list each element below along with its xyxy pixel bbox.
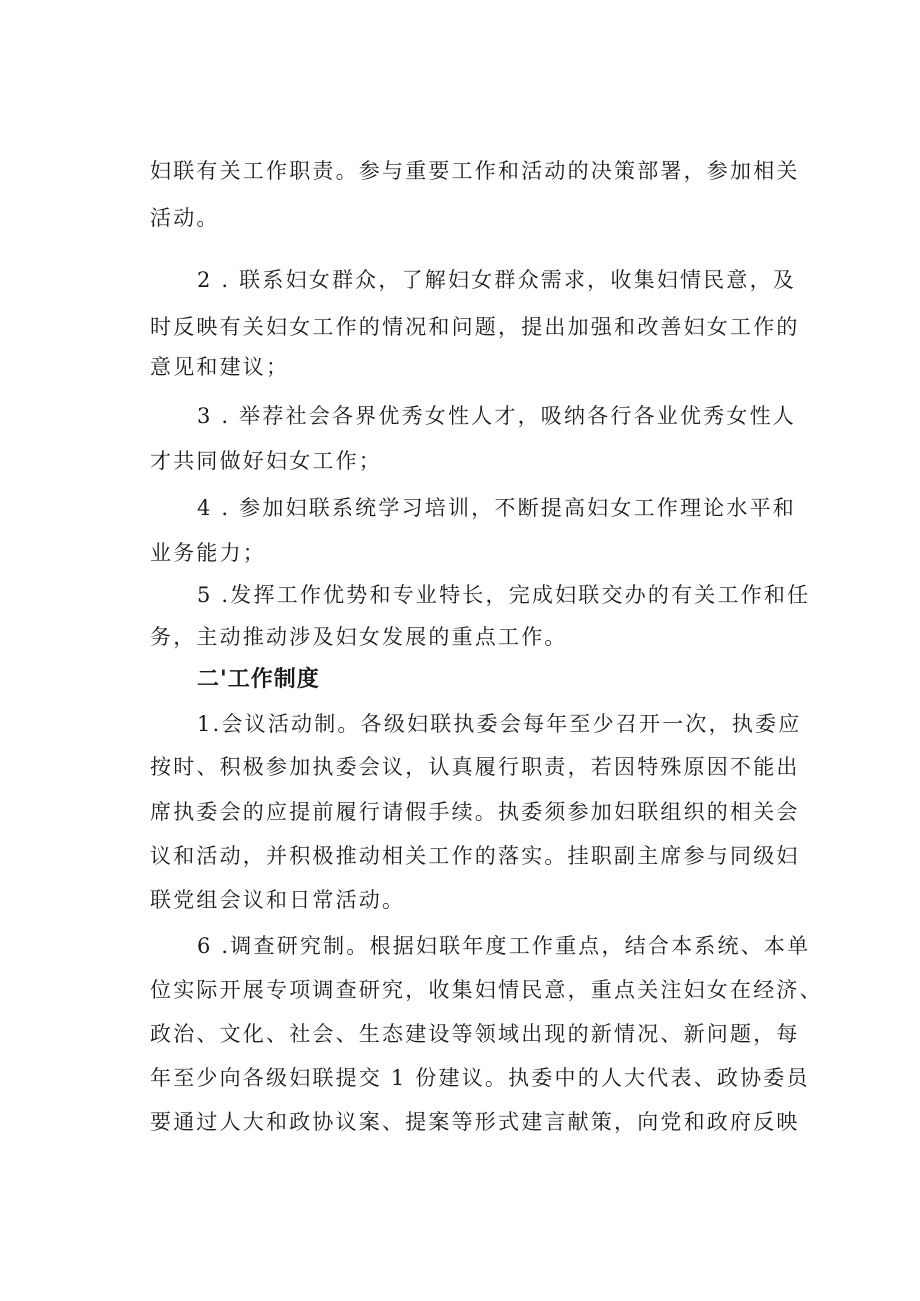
item-research-line: 6 .调查研究制。根据妇联年度工作重点，结合本系统、本单 — [197, 934, 811, 958]
text-line: 妇联有关工作职责。参与重要工作和活动的决策部署，参加相关 — [150, 159, 800, 183]
text-line: 才共同做好妇女工作； — [150, 449, 382, 473]
text-line: 按时、积极参加执委会议，认真履行职责，若因特殊原因不能出 — [150, 755, 800, 779]
section-heading: 二'工作制度 — [197, 667, 320, 692]
text-line: 时反映有关妇女工作的情况和问题，提出加强和改善妇女工作的 — [150, 315, 800, 339]
text-line: 年至少向各级妇联提交 1 份建议。执委中的人大代表、政协委员 — [150, 1066, 810, 1090]
text-line: 意见和建议； — [150, 355, 290, 379]
list-item-4-line: 4 . 参加妇联系统学习培训，不断提高妇女工作理论水平和 — [197, 496, 796, 520]
text-line: 议和活动，并积极推动相关工作的落实。挂职副主席参与同级妇 — [150, 844, 800, 868]
text-line: 务，主动推动涉及妇女发展的重点工作。 — [150, 625, 568, 649]
list-item-3-line: 3 . 举荐社会各界优秀女性人才，吸纳各行各业优秀女性人 — [197, 404, 796, 428]
text-line: 席执委会的应提前履行请假手续。执委须参加妇联组织的相关会 — [150, 800, 800, 824]
list-item-5-line: 5 .发挥工作优势和专业特长，完成妇联交办的有关工作和任 — [197, 583, 811, 607]
text-line: 要通过人大和政协议案、提案等形式建言献策，向党和政府反映 — [150, 1110, 800, 1134]
list-item-2-line: 2 . 联系妇女群众，了解妇女群众需求，收集妇情民意，及 — [197, 268, 796, 292]
text-line: 活动。 — [150, 206, 220, 230]
text-line: 联党组会议和日常活动。 — [150, 888, 406, 912]
text-line: 业务能力； — [150, 541, 266, 565]
text-line: 位实际开展专项调查研究，收集妇情民意，重点关注妇女在经济、 — [150, 978, 823, 1002]
item-meeting-line: 1.会议活动制。各级妇联执委会每年至少召开一次，执委应 — [197, 712, 802, 736]
text-line: 政治、文化、社会、生态建设等领域出现的新情况、新问题，每 — [150, 1022, 800, 1046]
